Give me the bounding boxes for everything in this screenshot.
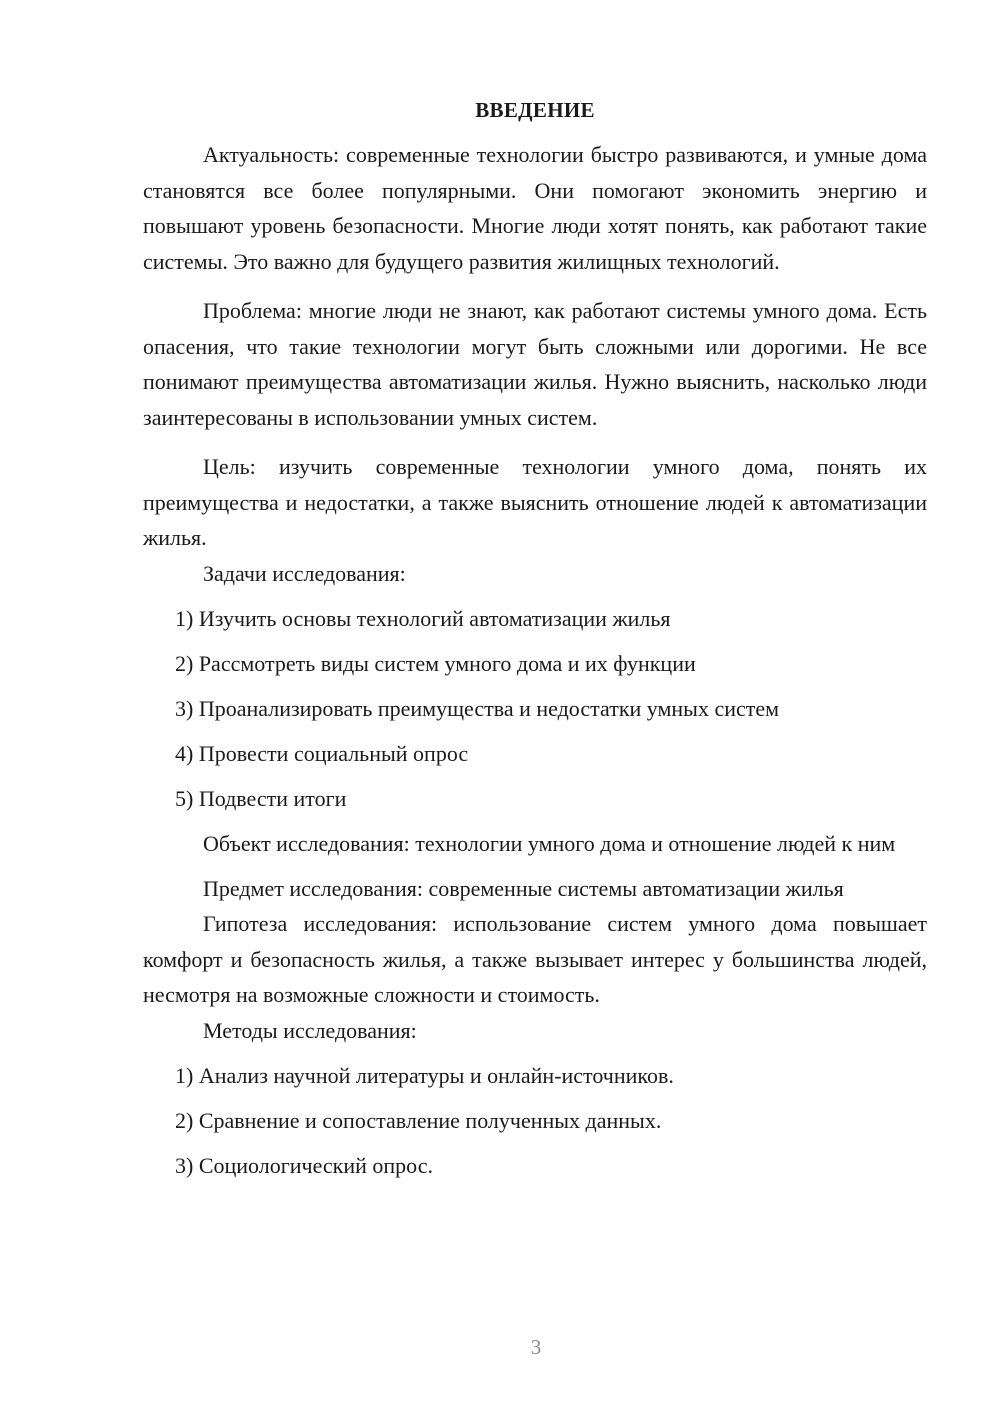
subject-paragraph: Предмет исследования: современные системы автоматизации жилья (203, 875, 844, 901)
page-heading: ВВЕДЕНИЕ (475, 98, 595, 122)
tasks-list (143, 601, 927, 817)
goal-paragraph: Цель: изучить современные технологии умного дома, понять их преимущества и недостатки, а также выяснить отношение людей к автоматизации жилья. (143, 454, 927, 550)
tasks-title: Задачи исследования: (203, 560, 406, 586)
list-item: 2) Рассмотреть виды систем умного дома и их функции (175, 650, 696, 676)
list-item: 5) Подвести итоги (175, 785, 347, 811)
page-content (143, 95, 927, 1183)
list-item: 2) Сравнение и сопоставление полученных данных. (175, 1107, 662, 1133)
list-item: 3) Проанализировать преимущества и недостатки умных систем (175, 695, 780, 721)
methods-list (143, 1058, 927, 1184)
object-paragraph: Объект исследования: технологии умного дома и отношение людей к ним (203, 830, 896, 856)
list-item: 3) Социологический опрос. (175, 1152, 433, 1178)
page-number: 3 (530, 1335, 542, 1359)
hypothesis-paragraph: Гипотеза исследования: использование систем умного дома повышает комфорт и безопасность жилья, а также вызывает интерес у большинства людей, несмотря на возможные сложности и стоимость. (143, 911, 927, 1007)
methods-title: Методы исследования: (203, 1017, 417, 1043)
relevance-paragraph: Актуальность: современные технологии быстро развиваются, и умные дома становятся все более популярными. Они помогают экономить энергию и повышают уровень безопасности. Многие люди хотят понять, как работают такие системы. Это важно для будущего развития жилищных технологий. (143, 142, 927, 274)
list-item: 1) Анализ научной литературы и онлайн-источников. (175, 1062, 674, 1088)
problem-paragraph: Проблема: многие люди не знают, как работают системы умного дома. Есть опасения, что такие технологии могут быть сложными или дорогими. Не все понимают преимущества автоматизации жилья. Нужно выяснить, насколько люди заинтересованы в использовании умных систем. (143, 298, 927, 430)
list-item: 1) Изучить основы технологий автоматизации жилья (175, 605, 671, 631)
list-item: 4) Провести социальный опрос (175, 740, 469, 766)
